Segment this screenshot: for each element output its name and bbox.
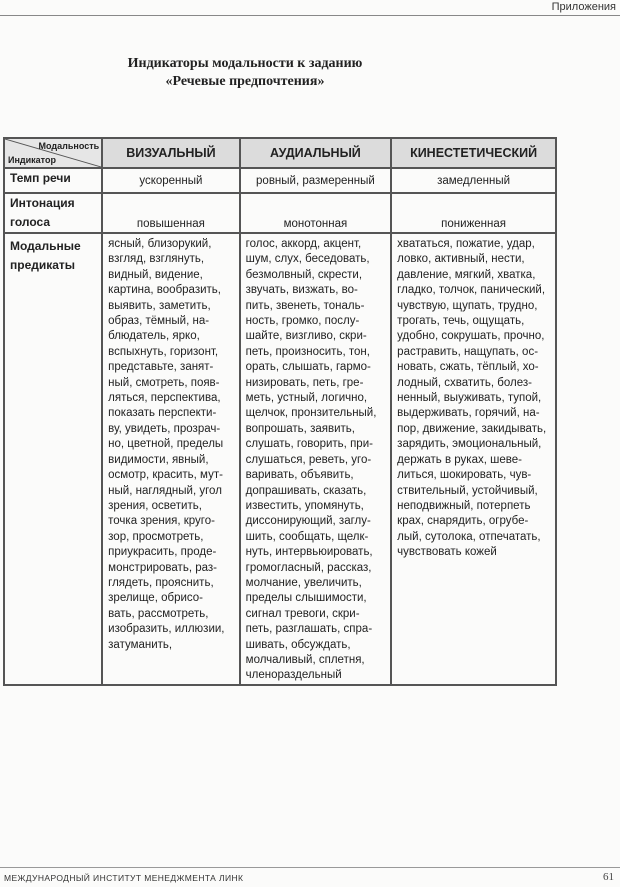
section-header: Приложения — [551, 1, 616, 13]
predicate-line: трогать, течь, ощущать, — [397, 315, 525, 328]
predicate-line: членораздельный — [245, 669, 342, 682]
page-title-line2: «Речевые предпочтения» — [165, 74, 325, 89]
column-header-kinesthetic: КИНЕСТЕТИЧЕСКИЙ — [391, 138, 556, 168]
predicate-line: приукрасить, проде- — [108, 546, 217, 559]
table-cell: пониженная — [391, 193, 556, 233]
predicate-line: вопрошать, заявить, — [245, 422, 355, 435]
predicate-line: выдерживать, горячий, на- — [397, 407, 540, 420]
page-title-line1: Индикаторы модальности к заданию — [127, 56, 363, 71]
row-label: Темп речи — [4, 168, 102, 193]
column-header-auditory: АУДИАЛЬНЫЙ — [240, 138, 392, 168]
predicate-line: вспыхнуть, горизонт, — [108, 345, 219, 358]
predicate-line: громогласный, рассказ, — [245, 561, 372, 574]
predicate-line: ность, громко, послу- — [245, 315, 360, 328]
page-number: 61 — [603, 871, 614, 883]
corner-indicator-label: Индикатор — [8, 155, 56, 165]
predicate-line: новать, сжать, тёплый, хо- — [397, 361, 539, 374]
predicate-line: лодный, схватить, болез- — [397, 376, 532, 389]
table-cell: ровный, размеренный — [240, 168, 392, 193]
predicate-line: взгляд, взглянуть, — [108, 253, 205, 266]
predicate-line: растравить, нащупать, ос- — [397, 345, 539, 358]
predicate-line: монстрировать, раз- — [108, 561, 217, 574]
footer-publisher: МЕЖДУНАРОДНЫЙ ИНСТИТУТ МЕНЕДЖМЕНТА ЛИНК — [4, 873, 244, 883]
predicate-line: изобразить, иллюзии, — [108, 623, 225, 636]
footer-rule — [0, 867, 620, 868]
table-cell: монотонная — [240, 193, 392, 233]
table-row-speech-tempo — [4, 168, 556, 193]
predicate-line: давление, мягкий, хватка, — [397, 268, 536, 281]
predicate-line: осмотр, красить, мут- — [108, 469, 223, 482]
predicate-line: шить, сообщать, щелк- — [245, 530, 369, 543]
predicate-line: пределы слышимости, — [245, 592, 367, 605]
predicate-line: вать, рассмотреть, — [108, 607, 209, 620]
predicate-line: орать, слышать, гармо- — [245, 361, 371, 374]
header-rule — [0, 15, 620, 16]
predicate-line: диссонирующий, заглу- — [245, 515, 371, 528]
modality-table — [3, 137, 557, 686]
predicate-line: молчаливый, сплетня, — [245, 653, 365, 666]
predicate-line: шум, слух, беседовать, — [245, 253, 370, 266]
predicate-line: пить, звенеть, тональ- — [245, 299, 365, 312]
corner-cell — [4, 138, 102, 168]
predicate-line: видимости, явный, — [108, 453, 209, 466]
predicate-line: звучать, визжать, во- — [245, 284, 358, 297]
predicate-line: молчание, увеличить, — [245, 576, 362, 589]
row-label: Модальные предикаты — [4, 233, 102, 685]
predicate-line: крах, снарядить, огрубе- — [397, 515, 529, 528]
table-row-intonation — [4, 193, 556, 233]
predicate-line: петь, произносить, тон, — [245, 345, 370, 358]
predicate-line: затуманить, — [108, 638, 173, 651]
table-cell: повышенная — [102, 193, 240, 233]
column-header-visual: ВИЗУАЛЬНЫЙ — [102, 138, 240, 168]
predicate-line: меть, устный, логично, — [245, 392, 368, 405]
predicate-line: зарядить, эмоциональный, — [397, 438, 542, 451]
predicate-line: ляться, перспектива, — [108, 392, 221, 405]
predicate-line: выявить, заметить, — [108, 299, 211, 312]
predicate-line: видный, видение, — [108, 268, 203, 281]
predicate-line: нуть, интервьюировать, — [245, 546, 373, 559]
predicate-line: зрения, осветить, — [108, 499, 202, 512]
predicate-line: литься, шокировать, чув- — [397, 469, 532, 482]
predicate-line: зор, просмотреть, — [108, 530, 204, 543]
predicate-line: точка зрения, круго- — [108, 515, 215, 528]
predicate-line: ву, увидеть, прозрач- — [108, 422, 221, 435]
predicate-line: слушать, говорить, при- — [245, 438, 373, 451]
predicate-line: зрелище, обрисо- — [108, 592, 203, 605]
predicate-line: но, цветной, пределы — [108, 438, 224, 451]
corner-modality-label: Модальность — [38, 141, 100, 151]
predicate-line: ствительный, устойчивый, — [397, 484, 538, 497]
predicate-line: безмолвный, скрести, — [245, 268, 363, 281]
predicate-line: известить, упомянуть, — [245, 499, 364, 512]
predicate-line: шайте, визгливо, скри- — [245, 330, 367, 343]
predicate-line: лый, сутолока, отпечатать, — [397, 530, 541, 543]
table-cell: ускоренный — [102, 168, 240, 193]
predicate-line: ловко, активный, нести, — [397, 253, 525, 266]
predicate-line: показать перспекти- — [108, 407, 217, 420]
predicate-line: гладко, толчок, панический, — [397, 284, 546, 297]
predicate-line: голос, аккорд, акцент, — [245, 238, 362, 250]
predicate-line: сигнал тревоги, скри- — [245, 607, 360, 620]
predicates-auditory — [240, 233, 392, 685]
predicate-line: чувствую, щупать, трудно, — [397, 299, 538, 312]
predicate-line: блюдатель, ярко, — [108, 330, 200, 343]
predicate-line: допрашивать, сказать, — [245, 484, 367, 497]
predicate-line: низировать, петь, гре- — [245, 376, 364, 389]
row-label: Интонация голоса — [4, 193, 102, 233]
table-header-row — [4, 138, 556, 168]
predicate-line: глядеть, прояснить, — [108, 576, 214, 589]
predicates-visual — [102, 233, 240, 685]
predicate-line: чувствовать кожей — [397, 546, 497, 559]
predicate-line: пор, движение, закидывать, — [397, 422, 547, 435]
predicate-line: петь, разглашать, спра- — [245, 623, 373, 636]
predicate-line: держать в руках, шеве- — [397, 453, 522, 466]
predicate-line: неподвижный, потерпеть — [397, 499, 531, 512]
predicate-line: образ, тёмный, на- — [108, 315, 210, 328]
predicate-line: удобно, сокрушать, прочно, — [397, 330, 545, 343]
table-cell: замедленный — [391, 168, 556, 193]
predicates-kinesthetic — [391, 233, 556, 685]
predicate-line: ный, наглядный, угол — [108, 484, 222, 497]
predicate-line: представьте, занят- — [108, 361, 214, 374]
predicate-line: слушаться, реветь, уго- — [245, 453, 372, 466]
predicate-line: ясный, близорукий, — [108, 238, 212, 250]
predicate-line: ненный, выуживать, тупой, — [397, 392, 542, 405]
predicate-line: хвататься, пожатие, удар, — [397, 238, 535, 250]
predicate-line: ный, смотреть, появ- — [108, 376, 220, 389]
predicate-line: щелчок, пронзительный, — [245, 407, 377, 420]
predicate-line: варивать, объявить, — [245, 469, 354, 482]
predicate-line: шивать, обсуждать, — [245, 638, 351, 651]
predicate-line: картина, вообразить, — [108, 284, 221, 297]
table-row-predicates — [4, 233, 556, 685]
